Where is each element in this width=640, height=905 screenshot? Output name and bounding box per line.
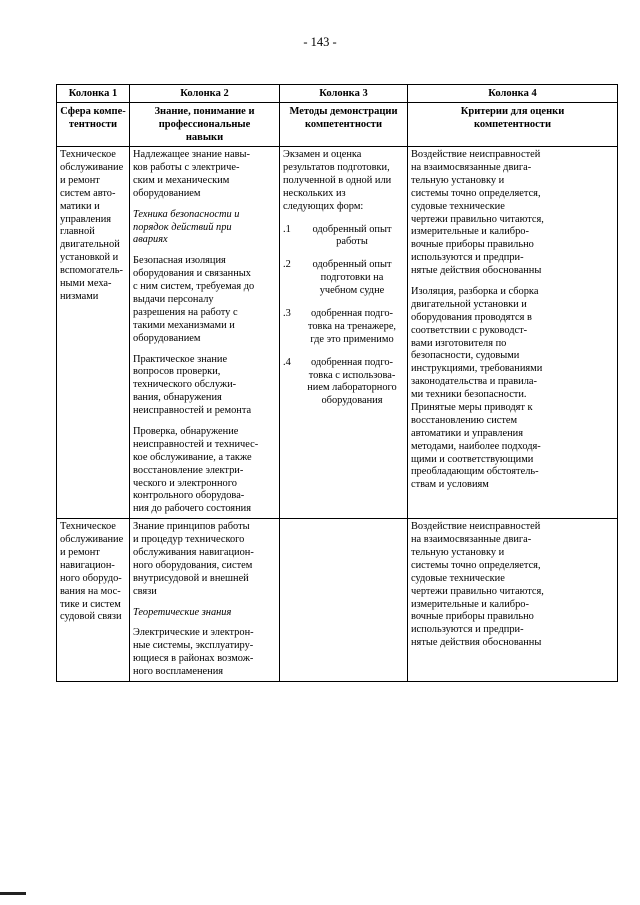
header-demonstration-methods: Методы демонстрации компетентности (280, 103, 408, 147)
knowledge-paragraph: Знание принципов работы и процедур технического обслуживания навигацион- ного оборудования, систем внутрисудовой и внешней связи (133, 521, 254, 597)
competence-area-cell: Техническое обслуживание и ремонт навигацион- ного оборудо- вания на мос- тике и систем судовой связи (57, 519, 130, 682)
method-text: одобренный опыт работы (312, 223, 392, 248)
methods-list (283, 224, 404, 409)
list-item (283, 224, 404, 250)
knowledge-paragraph: Электрические и электрон- ные системы, эксплуатиру- ющиеся в районах возмож- ного воспламенения (133, 627, 254, 678)
method-number: .2 (283, 259, 291, 271)
method-number: .3 (283, 307, 291, 319)
list-item (283, 308, 404, 347)
knowledge-cell (130, 147, 280, 519)
knowledge-paragraph: Безопасная изоляция оборудования и связанных с ним систем, требуемая до выдачи персоналу разрешения на работу с такими механизмами и оборудованием (133, 255, 255, 344)
column-number-4: Колонка 4 (408, 85, 618, 103)
criteria-paragraph: Воздействие неисправностей на взаимосвязанные двига- тельную установку и системы точно определяется, судовые технические чертежи правильно читаются, измерительные и калибро- вочные приборы правильно используются и предпри- нятые действия обоснованны (411, 149, 544, 277)
knowledge-paragraph: Надлежащее знание навы- ков работы с электриче- ским и механическим оборудованием (133, 149, 250, 199)
methods-cell (280, 147, 408, 519)
knowledge-paragraph: Проверка, обнаружение неисправностей и техничес- кое обслуживание, а также восстановление электри- ческого и электронного контрольного оборудова- ния до рабочего состояния (133, 425, 259, 515)
method-text: одобренная подго- товка на тренажере, где это применимо (307, 307, 397, 345)
criteria-cell (408, 519, 618, 682)
criteria-paragraph: Изоляция, разборка и сборка двигательной установки и оборудования проводятся в соответствии с руководст- вами изготовителя по безопасности, судовыми инструкциями, требованиями законодательства и правила- ми техники безопасности. Принятые меры приводят к восстановлению систем автоматики и управления методами, наиболее подходя- щими и соответствующими преобладающим обстоятель- ствам и условиям (411, 285, 543, 491)
header-knowledge-skills: Знание, понимание и профессиональные навыки (130, 103, 280, 147)
criteria-paragraph: Воздействие неисправностей на взаимосвязанные двига- тельную установку и системы точно определяется, судовые технические чертежи правильно читаются, измерительные и калибро- вочные приборы правильно используются и предпри- нятые действия обоснованны (411, 521, 544, 649)
competence-table (56, 84, 618, 682)
column-number-1: Колонка 1 (57, 85, 130, 103)
method-number: .4 (283, 356, 291, 368)
column-number-2: Колонка 2 (130, 85, 280, 103)
header-evaluation-criteria: Критерии для оценки компетентности (408, 103, 618, 147)
knowledge-paragraph: Практическое знание вопросов проверки, технического обслужи- вания, обнаружения неисправностей и ремонта (133, 353, 252, 417)
knowledge-cell (130, 519, 280, 682)
column-number-3: Колонка 3 (280, 85, 408, 103)
competence-area-cell: Техническое обслуживание и ремонт систем авто- матики и управления главной двигательной установкой и вспомогатель- ными меха- низмами (57, 147, 130, 519)
method-number: .1 (283, 223, 291, 235)
column-number-row (57, 85, 618, 103)
methods-intro: Экзамен и оценка результатов подготовки, полученной в одной или нескольких из следующих форм: (283, 149, 392, 212)
knowledge-subheading: Теоретические знания (133, 606, 232, 618)
header-competence-area: Сфера компе- тентности (57, 103, 130, 147)
column-header-row (57, 103, 618, 147)
methods-cell (280, 519, 408, 682)
scan-edge-mark (0, 892, 26, 895)
page-number: - 143 - (303, 35, 337, 49)
knowledge-subheading: Техника безопасности и порядок действий при авариях (133, 208, 240, 246)
table-row (57, 519, 618, 682)
method-text: одобренный опыт подготовки на учебном судне (312, 259, 392, 297)
table-row (57, 147, 618, 519)
list-item (283, 357, 404, 409)
method-text: одобренная подго- товка с использова- нием лабораторного оборудования (307, 356, 397, 407)
criteria-cell (408, 147, 618, 519)
list-item (283, 259, 404, 298)
